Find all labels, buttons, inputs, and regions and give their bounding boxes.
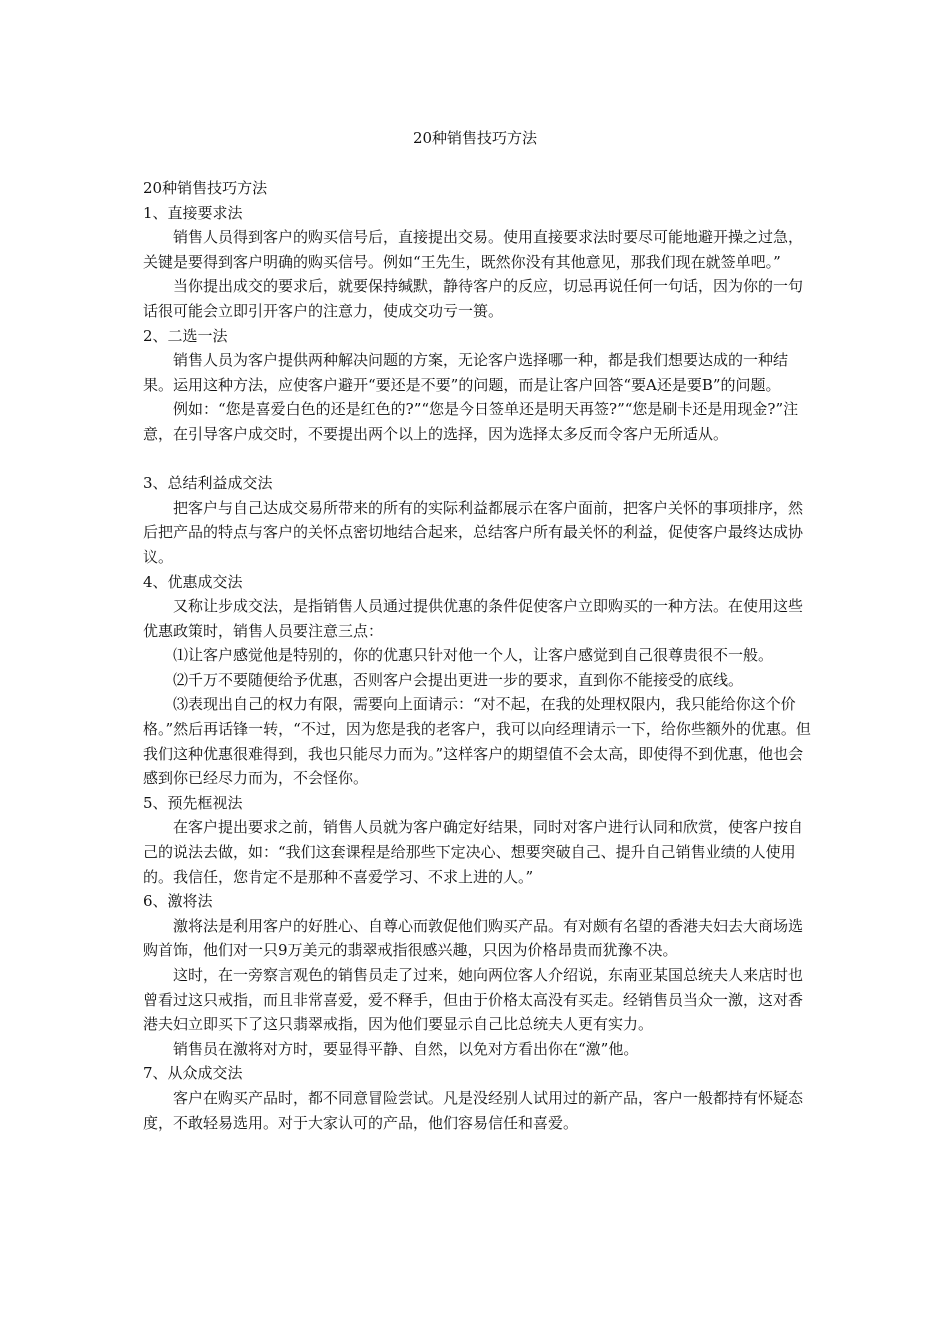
paragraph: ⑶表现出自己的权力有限，需要向上面请示：“对不起，在我的处理权限内，我只能给你这个价格。”然后再话锋一转，“不过，因为您是我的老客户，我可以向经理请示一下，给你些额外的优惠。但我们这种优惠很难得到，我也只能尽力而为。”这样客户的期望值不会太高，即使得不到优惠，他也会感到你已经尽力而为，不会怪你。 [143, 695, 811, 788]
section-heading: 2、二选一法 [143, 326, 228, 345]
section-heading: 1、直接要求法 [143, 203, 243, 222]
document-body [143, 176, 811, 1135]
paragraph: ⑵千万不要随便给予优惠，否则客户会提出更进一步的要求，直到你不能接受的底线。 [173, 670, 744, 689]
document-title: 20种销售技巧方法 [412, 129, 538, 147]
section-heading: 6、激将法 [143, 892, 213, 911]
paragraph: ⑴让客户感觉他是特别的，你的优惠只针对他一个人，让客户感觉到自己很尊贵很不一般。 [173, 646, 774, 665]
paragraph: 销售人员为客户提供两种解决问题的方案，无论客户选择哪一种，都是我们想要达成的一种结果。运用这种方法，应使客户避开“要还是不要”的问题，而是让客户回答“要A还是要B”的问题。 [143, 351, 789, 394]
section-heading: 3、总结利益成交法 [143, 474, 273, 493]
section-heading: 7、从众成交法 [143, 1064, 243, 1083]
paragraph: 这时，在一旁察言观色的销售员走了过来，她向两位客人介绍说，东南亚某国总统夫人来店时也曾看过这只戒指，而且非常喜爱，爱不释手，但由于价格太高没有买走。经销售员当众一激，这对香港夫妇立即买下了这只翡翠戒指，因为他们要显示自己比总统夫人更有实力。 [143, 966, 804, 1034]
paragraph: 销售员在激将对方时，要显得平静、自然，以免对方看出你在“激”他。 [173, 1039, 639, 1058]
section-heading: 5、预先框视法 [143, 793, 243, 812]
blank-line [143, 447, 811, 472]
paragraph: 把客户与自己达成交易所带来的所有的实际利益都展示在客户面前，把客户关怀的事项排序，然后把产品的特点与客户的关怀点密切地结合起来，总结客户所有最关怀的利益，促使客户最终达成协议。 [143, 498, 804, 566]
paragraph: 例如：“您是喜爱白色的还是红色的?”“您是今日签单还是明天再签?”“您是刷卡还是用现金?”注意，在引导客户成交时，不要提出两个以上的选择，因为选择太多反而令客户无所适从。 [143, 400, 799, 443]
paragraph: 客户在购买产品时，都不同意冒险尝试。凡是没经别人试用过的新产品，客户一般都持有怀疑态度，不敢轻易选用。对于大家认可的产品，他们容易信任和喜爱。 [143, 1088, 804, 1132]
paragraph: 激将法是利用客户的好胜心、自尊心而敦促他们购买产品。有对颇有名望的香港夫妇去大商场选购首饰，他们对一只9万美元的翡翠戒指很感兴趣，只因为价格昂贵而犹豫不决。 [143, 916, 804, 960]
paragraph: 20种销售技巧方法 [143, 179, 268, 197]
paragraph: 在客户提出要求之前，销售人员就为客户确定好结果，同时对客户进行认同和欣赏，使客户按自己的说法去做，如：“我们这套课程是给那些下定决心、想要突破自己、提升自己销售业绩的人使用的。我信任，您肯定不是那种不喜爱学习、不求上进的人。” [143, 818, 804, 886]
paragraph: 又称让步成交法，是指销售人员通过提供优惠的条件促使客户立即购买的一种方法。在使用这些优惠政策时，销售人员要注意三点： [143, 597, 804, 640]
section-heading: 4、优惠成交法 [143, 572, 243, 591]
paragraph: 销售人员得到客户的购买信号后，直接提出交易。使用直接要求法时要尽可能地避开操之过急，关键是要得到客户明确的购买信号。例如“王先生，既然你没有其他意见，那我们现在就签单吧。” [143, 228, 804, 271]
paragraph: 当你提出成交的要求后，就要保持缄默，静待客户的反应，切忌再说任何一句话，因为你的一句话很可能会立即引开客户的注意力，使成交功亏一篑。 [143, 277, 804, 320]
